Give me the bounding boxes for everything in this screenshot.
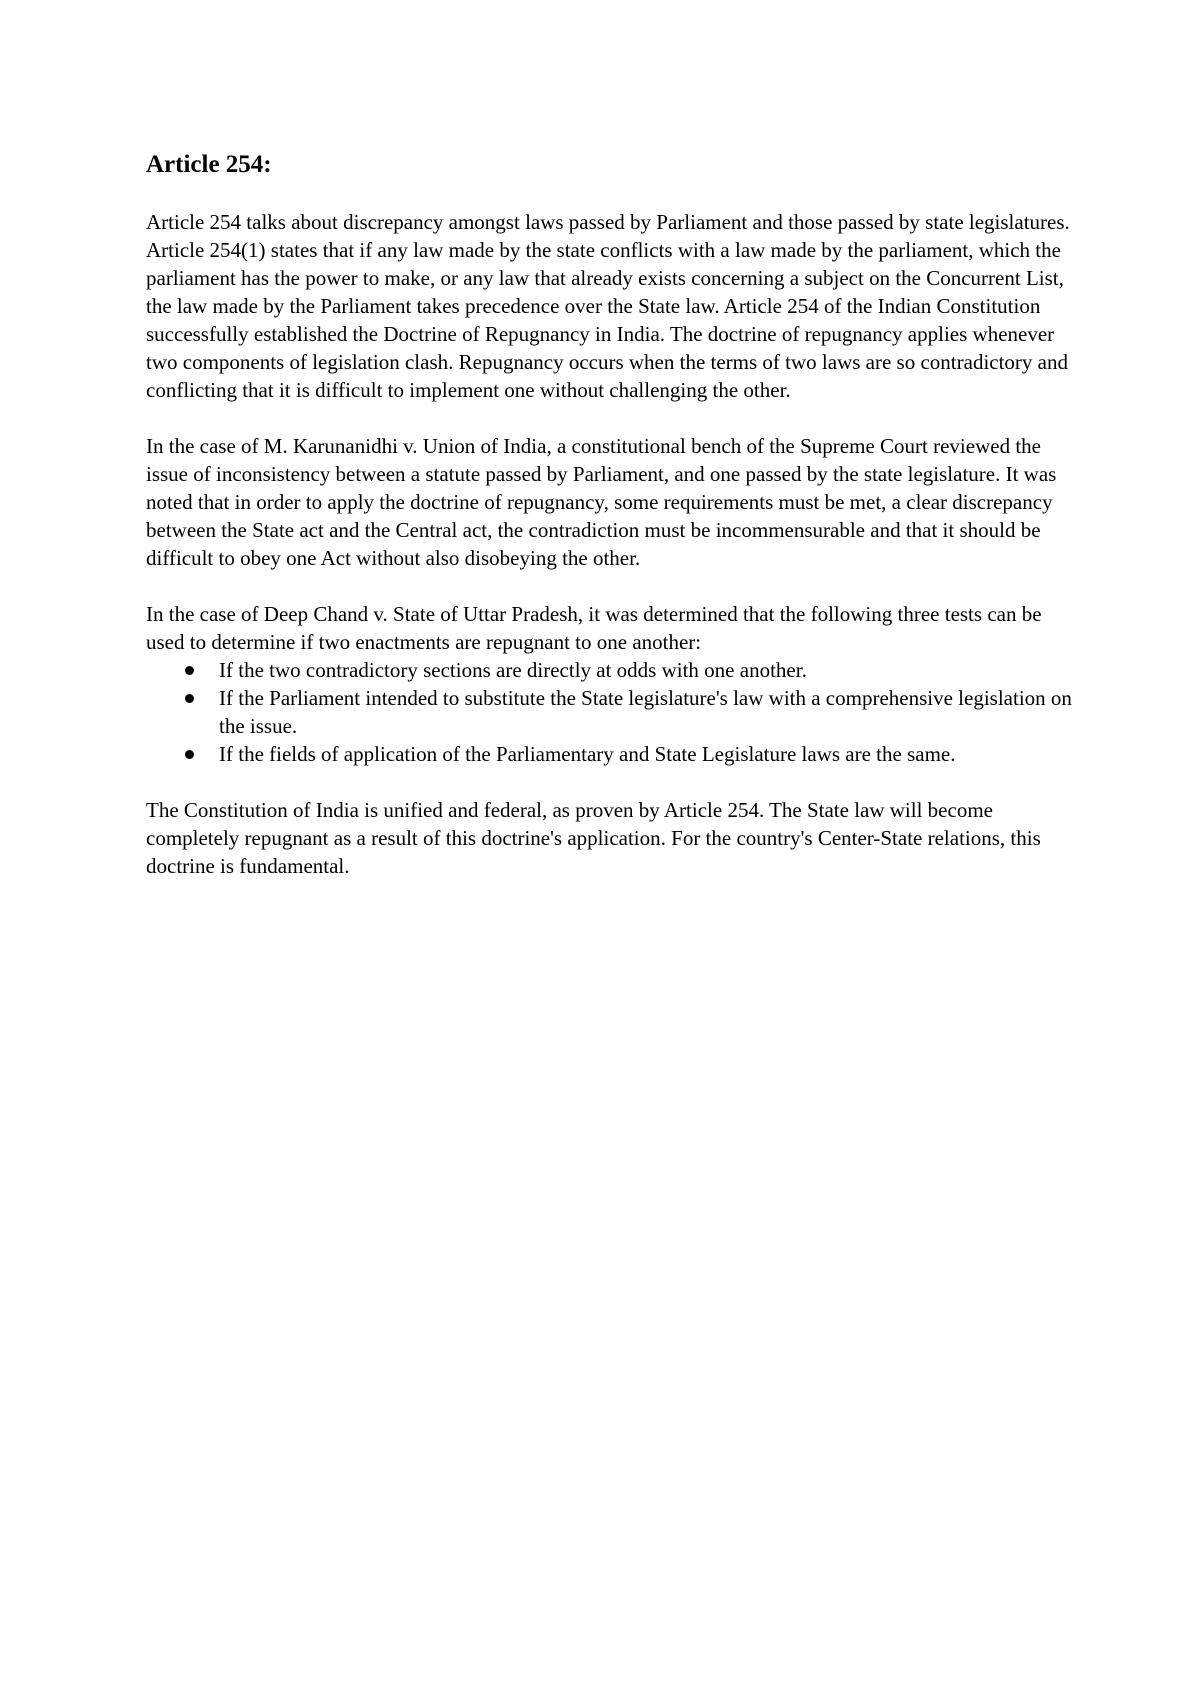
document-heading: Article 254: [146,151,272,178]
paragraph-deep-chand-case: In the case of Deep Chand v. State of Uttar Pradesh, it was determined that the following three tests can be used to determine if two enactments are repugnant to one another: [146,602,1042,654]
document-body [146,150,1076,908]
list-item [146,684,1076,740]
list-item-text: If the fields of application of the Parliamentary and State Legislature laws are the same. [219,742,956,766]
bullet-icon [185,694,194,703]
paragraph-conclusion: The Constitution of India is unified and federal, as proven by Article 254. The State law will become completely repugnant as a result of this doctrine's application. For the country's Center-State relations, this doctrine is fundamental. [146,798,1041,878]
bullet-icon [185,750,194,759]
list-item [146,656,1076,684]
list-item-text: If the Parliament intended to substitute the State legislature's law with a comprehensive legislation on the issue. [219,686,1072,738]
list-item [146,740,1076,768]
list-item-text: If the two contradictory sections are directly at odds with one another. [219,658,807,682]
paragraph-article-254: Article 254 talks about discrepancy amongst laws passed by Parliament and those passed by state legislatures. Article 254(1) states that if any law made by the state conflicts with a law made by the parliament, which the parliament has the power to make, or any law that already exists concerning a subject on the Concurrent List, the law made by the Parliament takes precedence over the State law. Article 254 of the Indian Constitution successfully established the Doctrine of Repugnancy in India. The doctrine of repugnancy applies whenever two components of legislation clash. Repugnancy occurs when the terms of two laws are so contradictory and conflicting that it is difficult to implement one without challenging the other. [146,210,1070,402]
paragraph-karunanidhi-case: In the case of M. Karunanidhi v. Union of India, a constitutional bench of the Supreme Court reviewed the issue of inconsistency between a statute passed by Parliament, and one passed by the state legislature. It was noted that in order to apply the doctrine of repugnancy, some requirements must be met, a clear discrepancy between the State act and the Central act, the contradiction must be incommensurable and that it should be difficult to obey one Act without also disobeying the other. [146,434,1057,570]
bullet-icon [185,666,194,675]
tests-bullet-list [146,656,1076,768]
